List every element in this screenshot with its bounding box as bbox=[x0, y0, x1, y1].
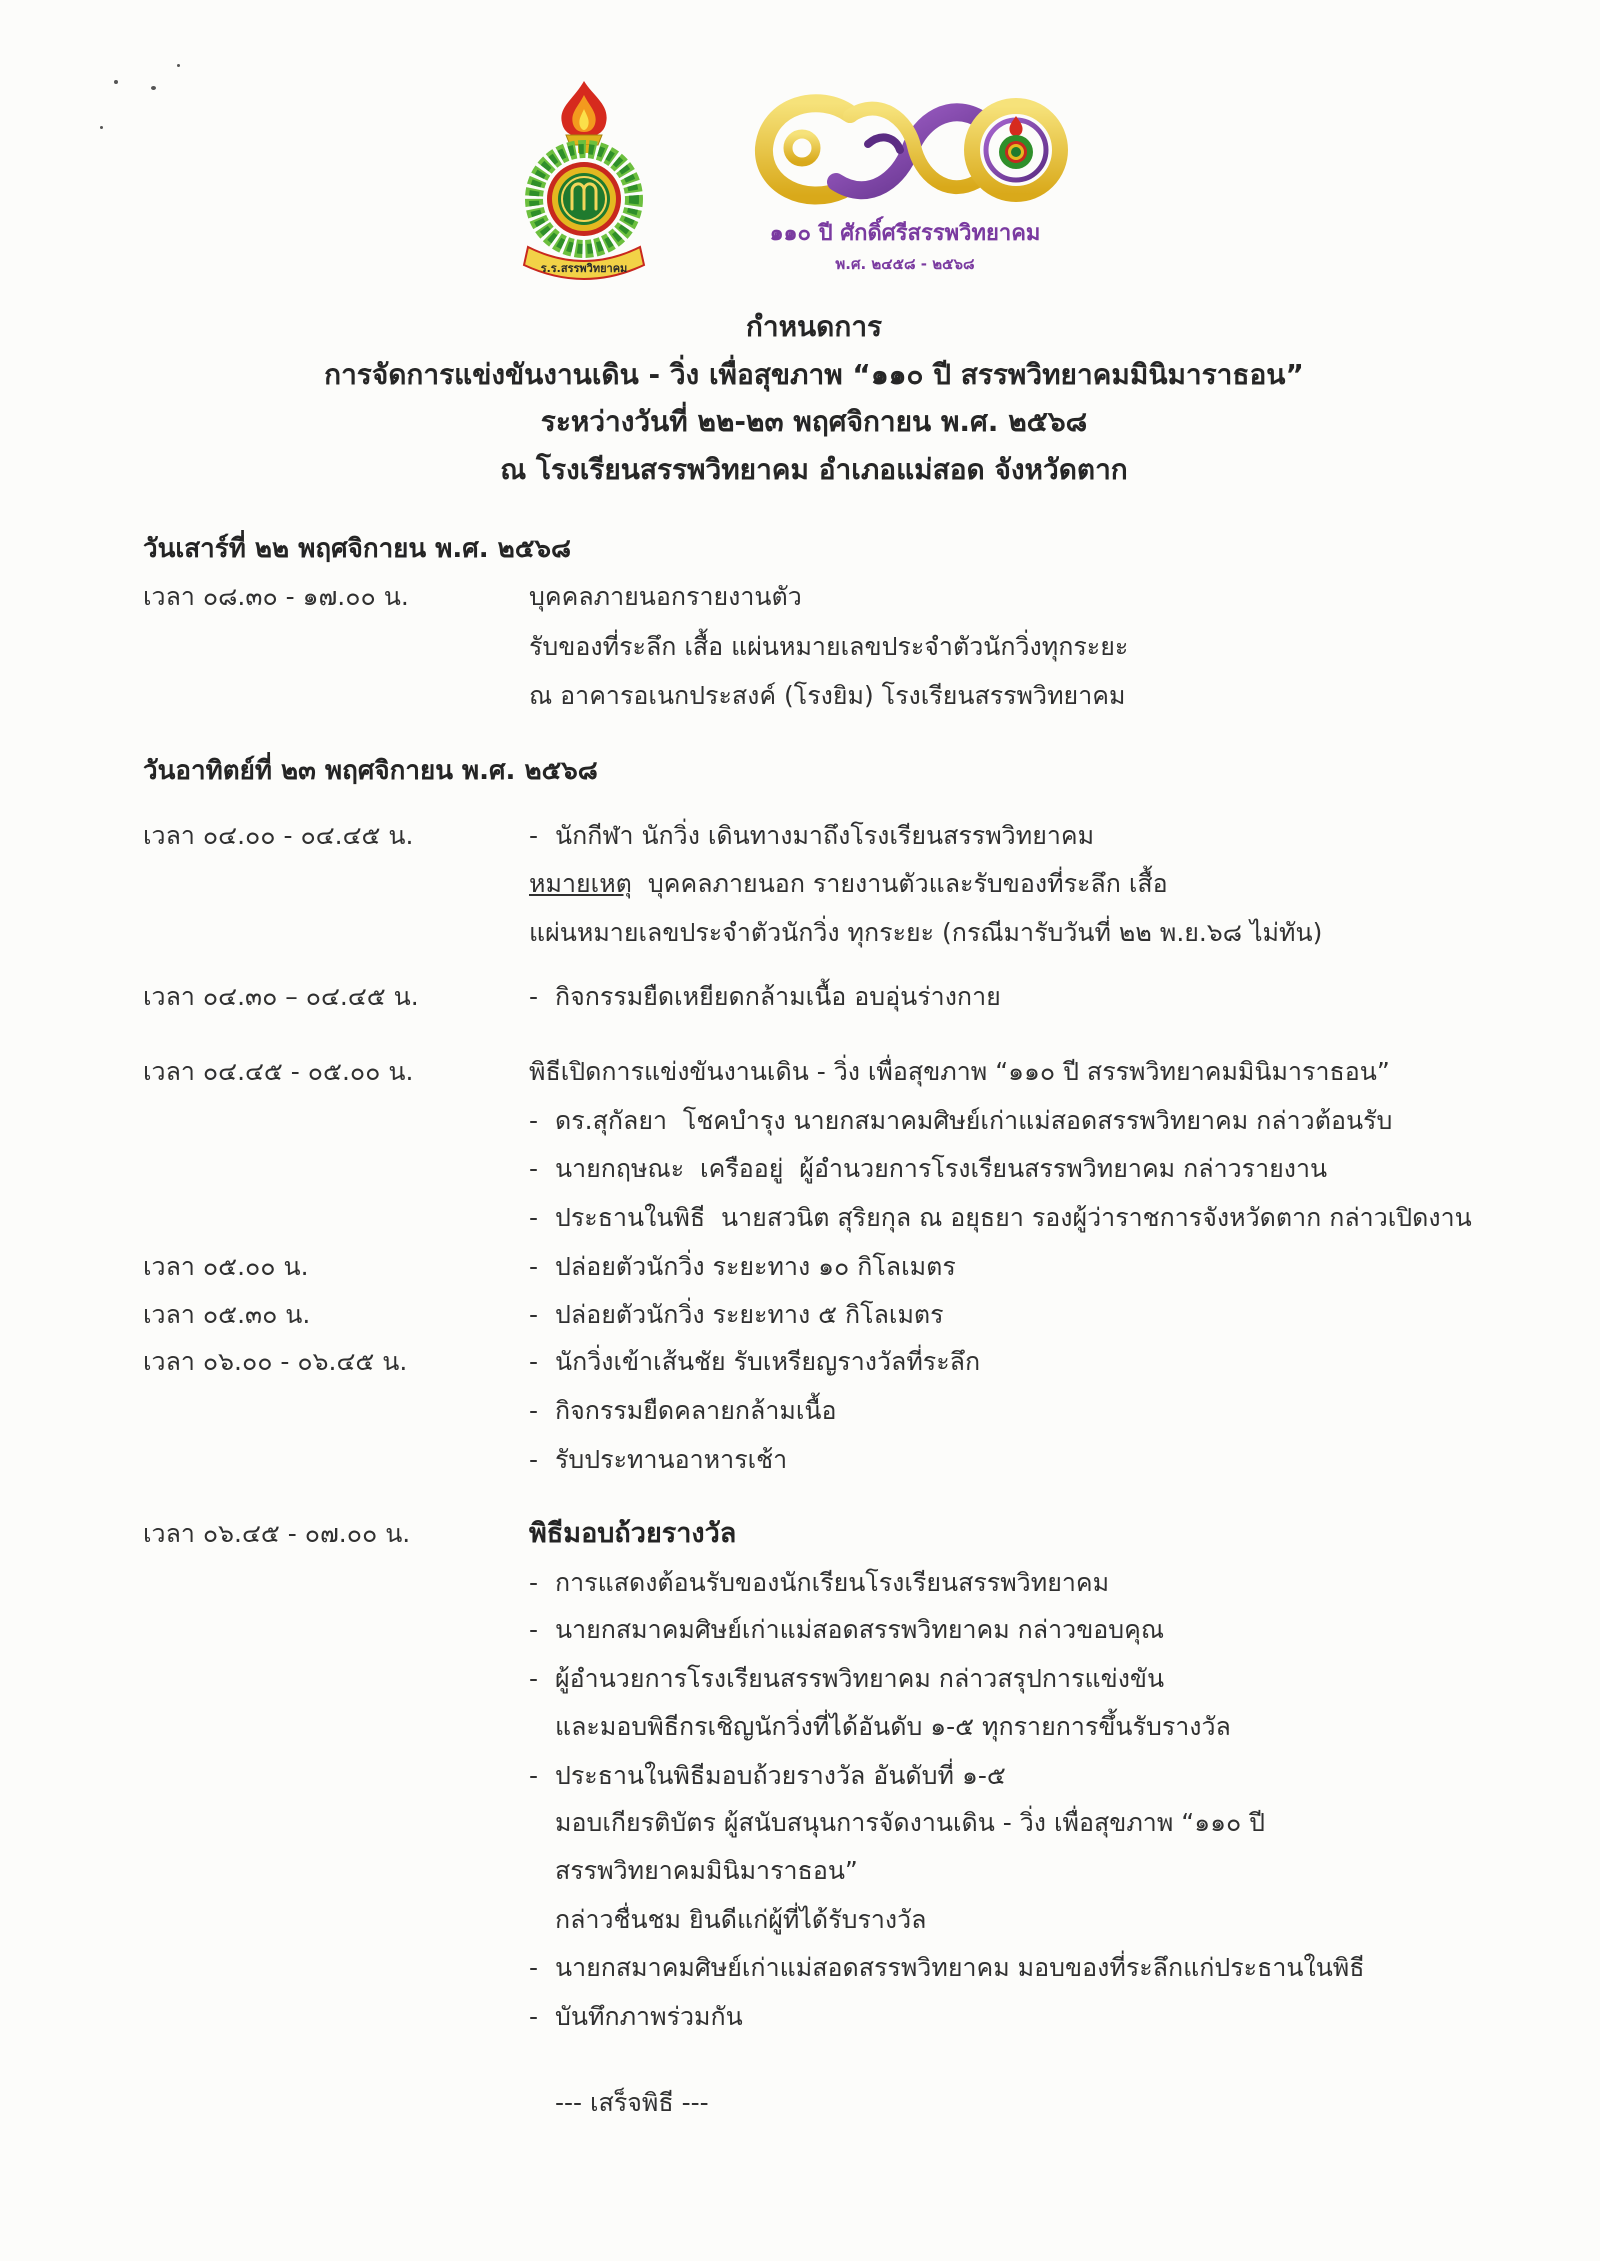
scan-speck bbox=[151, 86, 156, 90]
schedule-item: - ผู้อำนวยการโรงเรียนสรรพวิทยาคม กล่าวสรุปการแข่งขัน bbox=[529, 1655, 1164, 1703]
schedule-time: เวลา ๐๕.๓๐ น. bbox=[143, 1300, 311, 1329]
anniversary-logo-years: พ.ศ. ๒๔๕๘ - ๒๕๖๘ bbox=[835, 255, 975, 273]
school-crest-logo bbox=[522, 79, 646, 288]
schedule-item-continuation: มอบเกียรติบัตร ผู้สนับสนุนการจัดงานเดิน - วิ่ง เพื่อสุขภาพ “๑๑๐ ปี bbox=[555, 1808, 1266, 1837]
schedule-item-continuation: และมอบพิธีกรเชิญนักวิ่งที่ได้อันดับ ๑-๕ ทุกรายการขึ้นรับรางวัล bbox=[555, 1712, 1231, 1741]
schedule-item: - ปล่อยตัวนักวิ่ง ระยะทาง ๕ กิโลเมตร bbox=[529, 1291, 944, 1339]
closing-line: --- เสร็จพิธี --- bbox=[555, 2088, 709, 2117]
saturday-line: บุคคลภายนอกรายงานตัว bbox=[529, 582, 802, 611]
schedule-note bbox=[529, 860, 1168, 908]
schedule-item: - กิจกรรมยืดคลายกล้ามเนื้อ bbox=[529, 1387, 837, 1435]
schedule-item: - บันทึกภาพร่วมกัน bbox=[529, 1993, 743, 2041]
schedule-time: เวลา ๐๖.๐๐ - ๐๖.๔๕ น. bbox=[143, 1347, 408, 1376]
opening-ceremony-title: พิธีเปิดการแข่งขันงานเดิน - วิ่ง เพื่อสุขภาพ “๑๑๐ ปี สรรพวิทยาคมมินิมาราธอน” bbox=[529, 1057, 1390, 1086]
schedule-time: เวลา ๐๔.๐๐ - ๐๔.๔๕ น. bbox=[143, 821, 414, 850]
schedule-item-continuation: สรรพวิทยาคมมินิมาราธอน” bbox=[555, 1856, 858, 1885]
note-text: บุคคลภายนอก รายงานตัวและรับของที่ระลึก เสื้อ bbox=[647, 869, 1168, 898]
schedule-item: - ประธานในพิธีมอบถ้วยรางวัล อันดับที่ ๑-๕ bbox=[529, 1752, 1006, 1800]
sunday-heading: วันอาทิตย์ที่ ๒๓ พฤศจิกายน พ.ศ. ๒๕๖๘ bbox=[143, 756, 598, 786]
schedule-item: - รับประทานอาหารเช้า bbox=[529, 1436, 787, 1484]
schedule-item: - ประธานในพิธี นายสวนิต สุริยกุล ณ อยุธยา รองผู้ว่าราชการจังหวัดตาก กล่าวเปิดงาน bbox=[529, 1194, 1472, 1242]
scan-speck bbox=[177, 64, 180, 67]
event-name-line: การจัดการแข่งขันงานเดิน - วิ่ง เพื่อสุขภาพ “๑๑๐ ปี สรรพวิทยาคมมินิมาราธอน” bbox=[324, 358, 1304, 391]
schedule-item-continuation: กล่าวชื่นชม ยินดีแก่ผู้ที่ได้รับรางวัล bbox=[555, 1905, 927, 1934]
saturday-line: รับของที่ระลึก เสื้อ แผ่นหมายเลขประจำตัวนักวิ่งทุกระยะ bbox=[529, 632, 1129, 661]
schedule-item: - กิจกรรมยืดเหยียดกล้ามเนื้อ อบอุ่นร่างกาย bbox=[529, 973, 1001, 1021]
anniversary-logo bbox=[750, 86, 1070, 216]
note-label: หมายเหตุ bbox=[529, 869, 632, 898]
note-continuation: แผ่นหมายเลขประจำตัวนักวิ่ง ทุกระยะ (กรณีมารับวันที่ ๒๒ พ.ย.๖๘ ไม่ทัน) bbox=[529, 918, 1323, 947]
saturday-heading: วันเสาร์ที่ ๒๒ พฤศจิกายน พ.ศ. ๒๕๖๘ bbox=[143, 534, 572, 564]
saturday-time: เวลา ๐๘.๓๐ - ๑๗.๐๐ น. bbox=[143, 582, 409, 611]
schedule-time: เวลา ๐๔.๓๐ – ๐๔.๔๕ น. bbox=[143, 982, 419, 1011]
schedule-item: - นายกฤษณะ เครืออยู่ ผู้อำนวยการโรงเรียนสรรพวิทยาคม กล่าวรายงาน bbox=[529, 1145, 1327, 1193]
scan-speck bbox=[114, 80, 118, 84]
schedule-item: - การแสดงต้อนรับของนักเรียนโรงเรียนสรรพวิทยาคม bbox=[529, 1559, 1109, 1607]
anniversary-logo-title: ๑๑๐ ปี ศักดิ์ศรีสรรพวิทยาคม bbox=[769, 221, 1041, 246]
schedule-item: - ดร.สุกัลยา โชคบำรุง นายกสมาคมศิษย์เก่าแม่สอดสรรพวิทยาคม กล่าวต้อนรับ bbox=[529, 1097, 1392, 1145]
schedule-time: เวลา ๐๔.๔๕ - ๐๕.๐๐ น. bbox=[143, 1057, 414, 1086]
event-venue-line: ณ โรงเรียนสรรพวิทยาคม อำเภอแม่สอด จังหวัดตาก bbox=[500, 453, 1128, 486]
schedule-item: - ปล่อยตัวนักวิ่ง ระยะทาง ๑๐ กิโลเมตร bbox=[529, 1243, 956, 1291]
schedule-time: เวลา ๐๖.๔๕ - ๐๗.๐๐ น. bbox=[143, 1519, 411, 1548]
saturday-line: ณ อาคารอเนกประสงค์ (โรงยิม) โรงเรียนสรรพวิทยาคม bbox=[529, 681, 1126, 710]
schedule-time: เวลา ๐๕.๐๐ น. bbox=[143, 1252, 309, 1281]
schedule-item: - นักวิ่งเข้าเส้นชัย รับเหรียญรางวัลที่ระลึก bbox=[529, 1338, 980, 1386]
scan-speck bbox=[100, 126, 103, 129]
crest-ribbon-text: ร.ร.สรรพวิทยาคม bbox=[540, 262, 628, 275]
document-title: กำหนดการ bbox=[745, 310, 883, 343]
event-date-line: ระหว่างวันที่ ๒๒-๒๓ พฤศจิกายน พ.ศ. ๒๕๖๘ bbox=[540, 405, 1088, 438]
schedule-item: - นายกสมาคมศิษย์เก่าแม่สอดสรรพวิทยาคม กล่าวขอบคุณ bbox=[529, 1606, 1164, 1654]
award-ceremony-title: พิธีมอบถ้วยรางวัล bbox=[529, 1518, 737, 1549]
schedule-item: - นักกีฬา นักวิ่ง เดินทางมาถึงโรงเรียนสรรพวิทยาคม bbox=[529, 812, 1094, 860]
schedule-item: - นายกสมาคมศิษย์เก่าแม่สอดสรรพวิทยาคม มอบของที่ระลึกแก่ประธานในพิธี bbox=[529, 1944, 1365, 1992]
